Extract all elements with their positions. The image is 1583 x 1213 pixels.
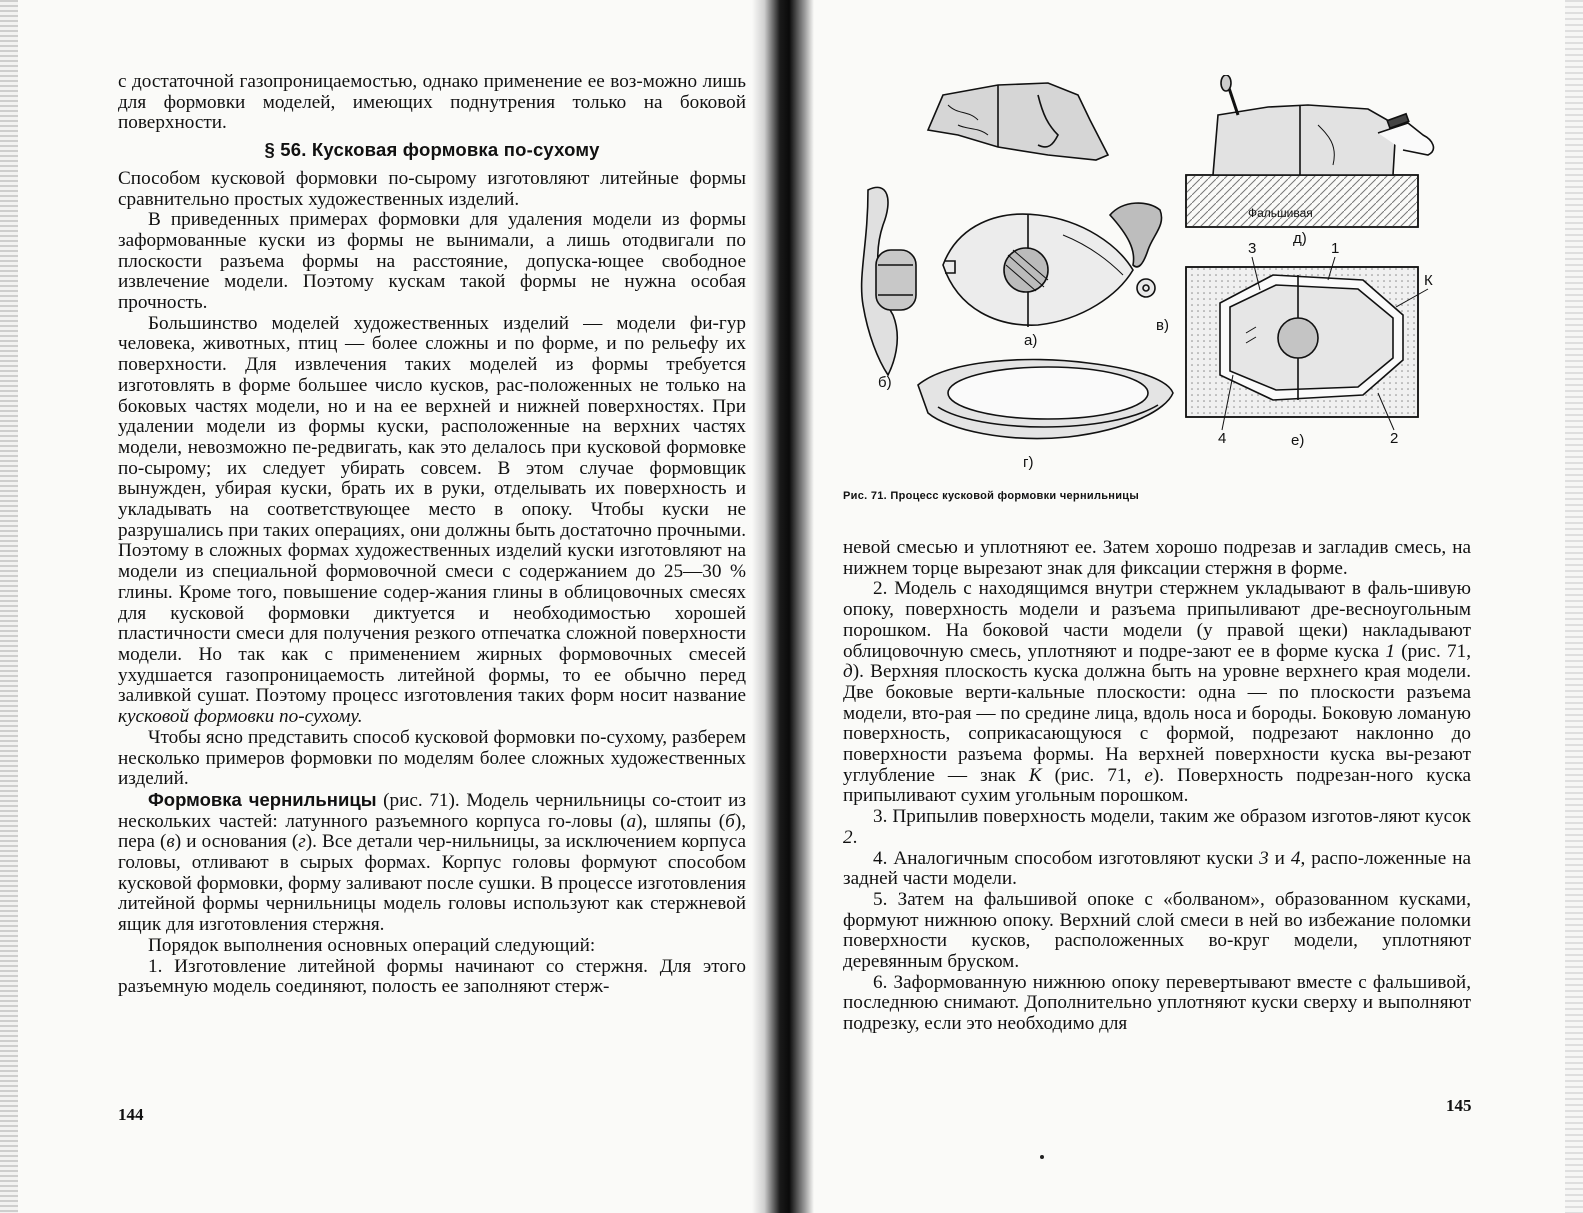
- label-piece-1: 1: [1331, 240, 1340, 257]
- head-relief-drawing: [928, 83, 1108, 160]
- p4-text-3: , распо-ложенные на задней части модели.: [843, 847, 1471, 890]
- p5-text-4: ) и основания (: [174, 831, 299, 853]
- p5-text-3: ), пера (: [118, 810, 746, 853]
- p5-text-1: (рис. 71). Модель чернильницы со-стоит из нескольких частей: латунного разъемного корпуса го-ловы (: [118, 789, 747, 832]
- ref-k: К: [1028, 764, 1042, 786]
- right-paragraph-3: [843, 807, 1471, 848]
- left-paragraph-7: 1. Изготовление литейной формы начинают со стержня. Для этого разъемную модель соединяют, полость ее заполняют стерж-: [118, 955, 746, 998]
- scan-speck: [1040, 1155, 1044, 1159]
- label-b: б): [878, 374, 892, 391]
- right-paragraph-6: 6. Заформованную нижнюю опоку перевертывают вместе с фальшивой, последнюю снимают. Дополнительно уплотняют куски сверху и выполняют подрезку, если это необходимо для: [843, 971, 1471, 1035]
- p2-text-1: 2. Модель с находящимся внутри стержнем укладывают в фаль-шивую опоку, поверхность модели и разъема припыливают дре-весноугольным порошком. На боковой части модели (у правой щеки) накладывают облицовочную смесь, уплотняют и подре-зают ее в форме куска: [843, 578, 1471, 662]
- ref-piece-3: 3: [1259, 847, 1269, 869]
- top-view-drawing: [1186, 267, 1418, 417]
- ref-a: а: [626, 810, 637, 832]
- left-top-paragraph: с достаточной газопроницаемостью, однако применение ее воз-можно лишь для формовки моделей, имеющих поднутрения только на боковой поверхности.: [118, 71, 746, 134]
- ref-v: в: [166, 831, 175, 853]
- left-paragraph-3-body: Большинство моделей художественных изделий — модели фи-гур человека, животных, птиц — более сложны и по форме, и по рельефу их поверхности. Для извлечения таких моделей из формы требуется изготовлять в форме большее число кусков, рас-положенных не только на боковых частях модели, но и на ее верхней и нижней поверхностях. При удалении модели из формы куски, расположенные на верхних частях модели, невозможно пе-редвигать, как это делалось при кусковой формовке по-сырому; их следует убирать совсем. В этом случае формовщик вынужден, убирая куски, брать их в руки, отделывать их поверхность и укладывать на соответствующее место в опоку. Чтобы куски не разрушались при таких операциях, они должны быть достаточно прочными. Поэтому в сложных формах художественных изделий куски изготовляют на модели из специальной формовочной смеси с содержанием до 25—30 % глины. Кроме того, повышение содер-жания глины в облицовочных смесях для кусковой формовки диктуется и необходимостью хорошей пластичности смеси для получения резкого отпечатка сложной поверхности модели. Но так как с применением жирных формовочных смесей ухудшается газопроницаемость литейной формы, то ее обычно перед заливкой сушат. Поэтому процесс изготовления таких форм носит название: [118, 312, 746, 707]
- p2-text-4: (рис. 71,: [1041, 764, 1145, 786]
- ref-e: е: [1144, 764, 1153, 786]
- left-paragraph-1: Способом кусковой формовки по-сырому изготовляют литейные формы сравнительно простых художественных изделий.: [118, 167, 746, 210]
- label-piece-3: 3: [1248, 240, 1257, 257]
- left-paragraph-4: Чтобы ясно представить способ кусковой формовки по-сухому, разберем несколько примеров формовки по моделям более сложных художественных изделий.: [118, 726, 746, 790]
- right-paragraph-1: невой смесью и уплотняют ее. Затем хорошо подрезав и загладив смесь, на нижнем торце вырезают знак для фиксации стержня в форме.: [843, 537, 1471, 579]
- label-k: К: [1424, 272, 1433, 289]
- head-section-drawing: [943, 214, 1133, 327]
- label-piece-4: 4: [1218, 430, 1227, 447]
- left-paragraph-5: [118, 790, 746, 936]
- p2-text-2: (рис. 71,: [1394, 640, 1471, 662]
- ref-piece-2: 2: [843, 826, 853, 848]
- inkwell-molding-lead: Формовка чернильницы: [148, 788, 377, 810]
- p2-text-5: ). Поверхность подрезан-ного куска припыливают сухим угольным порошком.: [843, 764, 1471, 807]
- ref-g: г: [298, 831, 306, 853]
- label-false-flask: Фальшивая: [1248, 206, 1313, 220]
- right-paragraph-5: 5. Затем на фальшивой опоке с «болваном», образованном кусками, формуют нижнюю опоку. Верхний слой смеси в ней во избежание поломки поверхности кусков, расположенных во-круг модели, уплотняют деревянным бруском.: [843, 888, 1471, 973]
- right-paragraph-4: [843, 849, 1471, 890]
- label-g: г): [1023, 454, 1034, 471]
- book-gutter: [752, 0, 814, 1213]
- left-text-column: [118, 72, 746, 998]
- label-d: д): [1293, 230, 1307, 247]
- p2-text-3: ). Верхняя плоскость куска должна быть на уровне верхнего края модели. Две боковые верти-кальные плоскости: одна — по плоскости разъема модели, вто-рая — по средине лица, вдоль носа и бороды. Боковую ломаную поверхность, соприкасающуюся с формой, подрезают наклонно до поверхности разъема формы. На верхней поверхности куска вы-резают углубление — знак: [843, 661, 1471, 786]
- term-dry-piece-molding: кусковой формовки по-сухому.: [118, 706, 363, 728]
- p4-text-2: и: [1268, 847, 1291, 869]
- right-page-number: 145: [1446, 1096, 1472, 1115]
- p3-text-2: .: [852, 826, 858, 848]
- label-v: в): [1156, 317, 1169, 334]
- base-drawing: [918, 359, 1173, 438]
- hat-drawing: [862, 187, 916, 375]
- label-a: а): [1024, 332, 1038, 349]
- figure-71-inkwell-process: [848, 75, 1448, 475]
- p5-text-5: ). Все детали чер-нильницы, за исключением корпуса головы, отливают в сырых формах. Корпус головы формуют способом кусковой формовки, форму заливают после сушки. В процессе изготовления литейной формы чернильницы модель головы используют как стержневой ящик для изготовления стержня.: [118, 831, 747, 936]
- ref-piece-1: 1: [1385, 640, 1395, 662]
- p3-text-1: 3. Припылив поверхность модели, таким же образом изготов-ляют кусок: [873, 806, 1471, 828]
- left-paragraph-6: Порядок выполнения основных операций следующий:: [148, 934, 596, 956]
- ref-d: д: [843, 661, 853, 683]
- label-piece-2: 2: [1390, 430, 1399, 447]
- p4-text-1: 4. Аналогичным способом изготовляют куски: [873, 847, 1260, 869]
- left-page-number: 144: [118, 1105, 144, 1124]
- left-paragraph-3: [118, 314, 746, 728]
- right-paragraph-2: [843, 579, 1471, 807]
- p5-text-2: ), шляпы (: [636, 810, 726, 832]
- section-heading: § 56. Кусковая формовка по-сухому: [264, 139, 600, 161]
- ref-piece-4: 4: [1290, 847, 1301, 869]
- false-flask-drawing: [1186, 75, 1433, 227]
- ref-b: б: [725, 810, 735, 832]
- left-paragraph-2: В приведенных примерах формовки для удаления модели из формы заформованные куски из формы не вынимали, а лишь отодвигали по плоскости разъема формы на расстояние, допуска-ющее свободное извлечение модели. Поэтому кускам такой формы не нужна особая прочность.: [118, 209, 746, 314]
- right-page-edge: [1565, 0, 1583, 1213]
- figure-caption: Рис. 71. Процесс кусковой формовки чернильницы: [843, 490, 1140, 502]
- left-page-edge: [0, 0, 18, 1213]
- right-text-column: [843, 538, 1471, 1035]
- label-e: е): [1291, 432, 1305, 449]
